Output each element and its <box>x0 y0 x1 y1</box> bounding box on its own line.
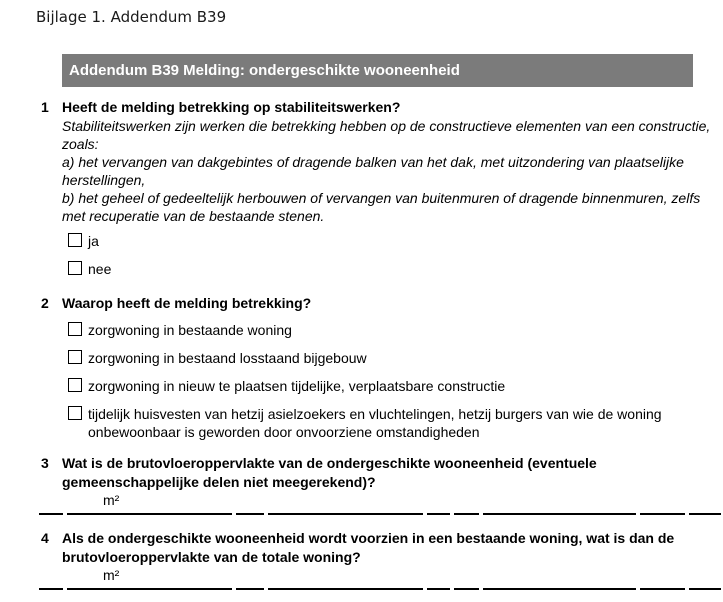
question-1-note-intro: Stabiliteitswerken zijn werken die betrekking hebben op de constructieve elementen van een constructie, zoals: <box>62 118 711 152</box>
question-4-unit: m² <box>103 567 120 583</box>
question-1-text: Heeft de melding betrekking op stabiliteitswerken? <box>62 99 401 115</box>
line-segment <box>268 588 423 590</box>
question-1 <box>41 98 713 278</box>
question-3-text: Wat is de brutovloeroppervlakte van de ondergeschikte wooneenheid (eventuele gemeenschappelijke delen niet meegerekend)? <box>62 455 597 490</box>
line-segment <box>236 513 264 515</box>
line-segment <box>67 513 232 515</box>
line-segment <box>268 513 423 515</box>
form-header-title: Addendum B39 Melding: ondergeschikte wooneenheid <box>69 62 460 79</box>
checkbox-zorgwoning-bestaande-woning[interactable] <box>68 322 82 336</box>
checkbox-label: zorgwoning in nieuw te plaatsen tijdelijke, verplaatsbare constructie <box>88 378 506 394</box>
line-segment <box>39 513 63 515</box>
line-segment <box>689 588 721 590</box>
question-1-note-b: b) het geheel of gedeeltelijk herbouwen of vervangen van buitenmuren of dragende binnenmuren, zelfs met recuperatie van de bestaande stenen. <box>62 190 701 224</box>
line-segment <box>427 588 450 590</box>
checkbox-ja-label: ja <box>88 233 99 249</box>
question-3-number: 3 <box>41 455 49 471</box>
checkbox-ja[interactable] <box>68 233 82 247</box>
checkbox-label: tijdelijk huisvesten van hetzij asielzoekers en vluchtelingen, hetzij burgers van wie de woning onbewoonbaar is geworden door onvoorziene omstandigheden <box>88 406 662 440</box>
question-4-number: 4 <box>41 530 49 546</box>
question-1-note-a: a) het vervangen van dakgebintes of dragende balken van het dak, met uitzondering van plaatselijke herstellingen, <box>62 154 684 188</box>
form-header-bar <box>62 54 693 87</box>
checkbox-nee[interactable] <box>68 261 82 275</box>
answer-field-q4[interactable] <box>39 588 723 590</box>
checkbox-tijdelijk-huisvesten[interactable] <box>68 406 82 420</box>
question-2-number: 2 <box>41 295 49 311</box>
question-2 <box>41 294 713 441</box>
option-row-tijdelijk-huisvesten <box>68 405 713 441</box>
line-segment <box>640 588 685 590</box>
question-3-unit: m² <box>103 492 120 508</box>
answer-field-q3[interactable] <box>39 513 723 515</box>
question-4-text: Als de ondergeschikte wooneenheid wordt voorzien in een bestaande woning, wat is dan de brutovloeroppervlakte van de totale woning? <box>62 530 675 565</box>
line-segment <box>483 588 636 590</box>
option-row-zorgwoning-bijgebouw <box>68 349 713 367</box>
line-segment <box>427 513 450 515</box>
question-1-number: 1 <box>41 99 49 115</box>
checkbox-zorgwoning-verplaatsbare-constructie[interactable] <box>68 378 82 392</box>
option-row-ja <box>68 232 713 250</box>
line-segment <box>39 588 63 590</box>
checkbox-label: zorgwoning in bestaande woning <box>88 322 292 338</box>
page-title: Bijlage 1. Addendum B39 <box>36 8 227 26</box>
line-segment <box>640 513 685 515</box>
checkbox-zorgwoning-bijgebouw[interactable] <box>68 350 82 364</box>
line-segment <box>454 513 479 515</box>
option-row-zorgwoning-verplaatsbare-constructie <box>68 377 713 395</box>
option-row-zorgwoning-bestaande-woning <box>68 321 713 339</box>
question-2-text: Waarop heeft de melding betrekking? <box>62 295 312 311</box>
checkbox-nee-label: nee <box>88 261 112 277</box>
line-segment <box>236 588 264 590</box>
line-segment <box>454 588 479 590</box>
option-row-nee <box>68 260 713 278</box>
line-segment <box>483 513 636 515</box>
question-4 <box>41 529 713 584</box>
line-segment <box>689 513 721 515</box>
line-segment <box>67 588 232 590</box>
question-3 <box>41 454 713 509</box>
checkbox-label: zorgwoning in bestaand losstaand bijgebouw <box>88 350 367 366</box>
